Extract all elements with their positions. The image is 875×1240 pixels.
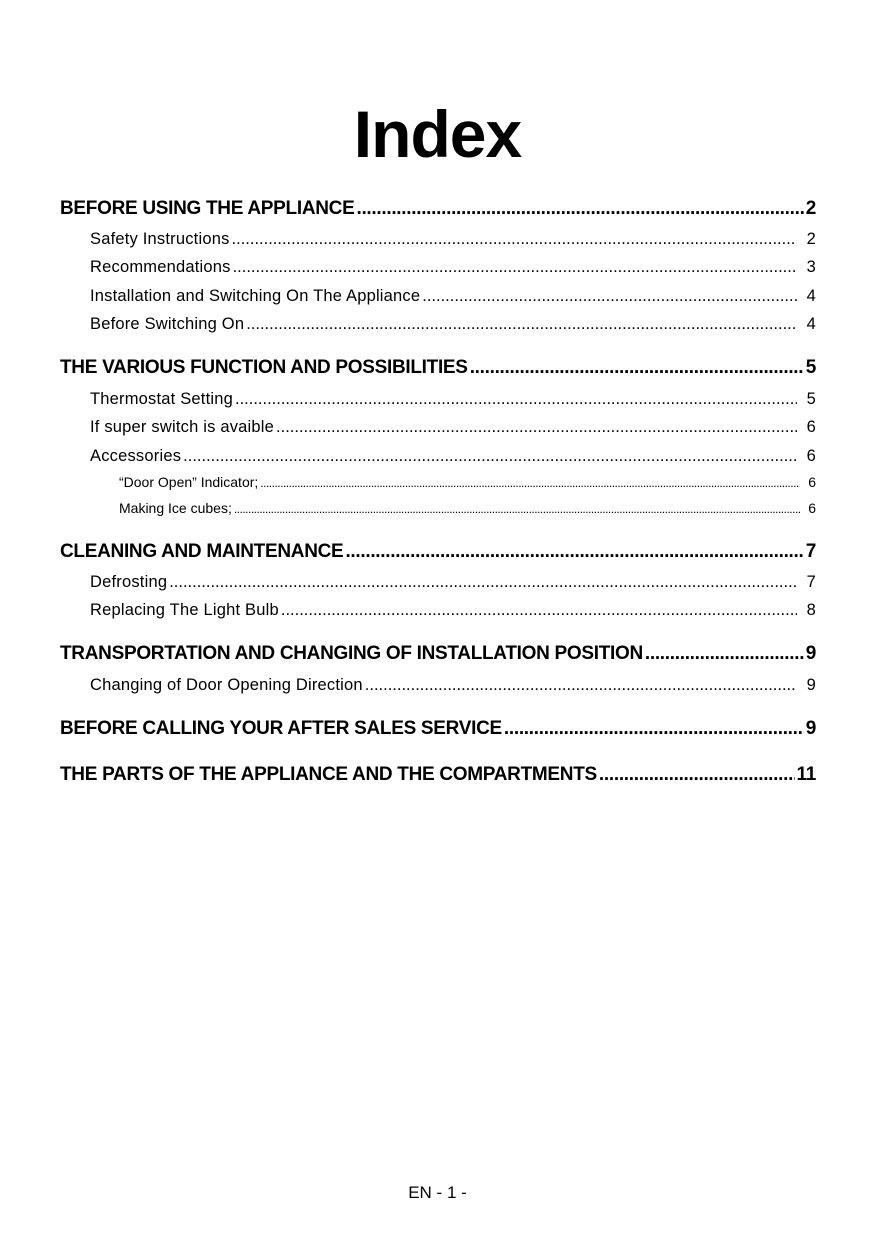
toc-entry-label: Before Switching On (90, 315, 245, 333)
toc-entry-page: 6 (808, 474, 816, 490)
toc-entry-page: 5 (805, 357, 816, 378)
toc-entry-accessories[interactable] (90, 444, 816, 468)
toc-entry-label: “Door Open” Indicator; (119, 474, 259, 490)
toc-entry-various-function[interactable] (60, 355, 816, 381)
toc-entry-before-using[interactable] (60, 196, 816, 222)
toc-entry-label: Safety Instructions (90, 230, 230, 248)
toc-entry-safety-instructions[interactable] (90, 227, 816, 251)
dot-leader (356, 196, 803, 222)
toc-entry-before-switching-on[interactable] (90, 312, 816, 336)
toc-entry-label: Changing of Door Opening Direction (90, 676, 363, 694)
toc-entry-page: 6 (806, 447, 816, 465)
dot-leader (235, 387, 797, 411)
toc-entry-door-open-indicator[interactable] (119, 472, 816, 492)
toc-entry-page: 9 (805, 718, 816, 739)
toc-entry-page: 11 (796, 764, 816, 785)
page-footer: EN - 1 - (408, 1183, 467, 1202)
toc-entry-page: 6 (808, 500, 816, 516)
dot-leader (365, 673, 797, 697)
toc-entry-label: Defrosting (90, 573, 168, 591)
dot-leader (233, 255, 797, 279)
toc-entry-label: THE VARIOUS FUNCTION AND POSSIBILITIES (60, 357, 468, 378)
toc-entry-page: 4 (806, 287, 816, 305)
toc-entry-label: BEFORE CALLING YOUR AFTER SALES SERVICE (60, 718, 502, 739)
dot-leader (276, 415, 797, 439)
toc-entry-light-bulb[interactable] (90, 598, 816, 622)
toc-entry-label: Recommendations (90, 258, 231, 276)
toc-entry-label: CLEANING AND MAINTENANCE (60, 541, 344, 562)
toc-entry-page: 8 (806, 601, 816, 619)
toc-entry-thermostat-setting[interactable] (90, 387, 816, 411)
toc-entry-page: 5 (806, 390, 816, 408)
toc-entry-label: Thermostat Setting (90, 390, 233, 408)
dot-leader (169, 570, 796, 594)
toc-entry-label: Installation and Switching On The Appliance (90, 287, 421, 305)
toc-entry-label: BEFORE USING THE APPLIANCE (60, 198, 355, 219)
dot-leader (232, 227, 797, 251)
dot-leader (645, 641, 804, 667)
toc-entry-defrosting[interactable] (90, 570, 816, 594)
toc-entry-after-sales[interactable] (60, 716, 816, 742)
dot-leader (281, 598, 797, 622)
toc-entry-label: THE PARTS OF THE APPLIANCE AND THE COMPARTMENTS (60, 764, 597, 785)
toc-entry-transportation[interactable] (60, 641, 816, 667)
toc-entry-door-direction[interactable] (90, 673, 816, 697)
toc-entry-page: 7 (806, 573, 816, 591)
toc-entry-cleaning[interactable] (60, 539, 816, 565)
dot-leader (422, 284, 796, 308)
toc-entry-recommendations[interactable] (90, 255, 816, 279)
dot-leader (234, 499, 800, 518)
toc-entry-page: 9 (805, 643, 816, 664)
toc-entry-page: 2 (805, 198, 816, 219)
dot-leader (260, 473, 800, 492)
dot-leader (504, 716, 804, 742)
toc-entry-page: 7 (805, 541, 816, 562)
dot-leader (246, 312, 796, 336)
page-title: Index (353, 97, 522, 172)
toc-entry-page: 2 (806, 230, 816, 248)
dot-leader (345, 539, 803, 565)
dot-leader (599, 762, 795, 788)
toc-entry-page: 6 (806, 418, 816, 436)
toc-entry-page: 4 (806, 315, 816, 333)
toc-entry-making-ice-cubes[interactable] (119, 498, 816, 518)
toc-entry-label: Replacing The Light Bulb (90, 601, 279, 619)
toc-entry-page: 9 (806, 676, 816, 694)
toc-entry-installation[interactable] (90, 284, 816, 308)
toc-entry-parts[interactable] (60, 762, 816, 788)
dot-leader (183, 444, 796, 468)
toc-entry-label: If super switch is avaible (90, 418, 275, 436)
dot-leader (470, 355, 804, 381)
toc-entry-label: Making Ice cubes; (119, 500, 232, 516)
toc-entry-super-switch[interactable] (90, 415, 816, 439)
toc-entry-page: 3 (806, 258, 816, 276)
toc-entry-label: Accessories (90, 447, 182, 465)
toc-entry-label: TRANSPORTATION AND CHANGING OF INSTALLATION POSITION (60, 643, 643, 664)
